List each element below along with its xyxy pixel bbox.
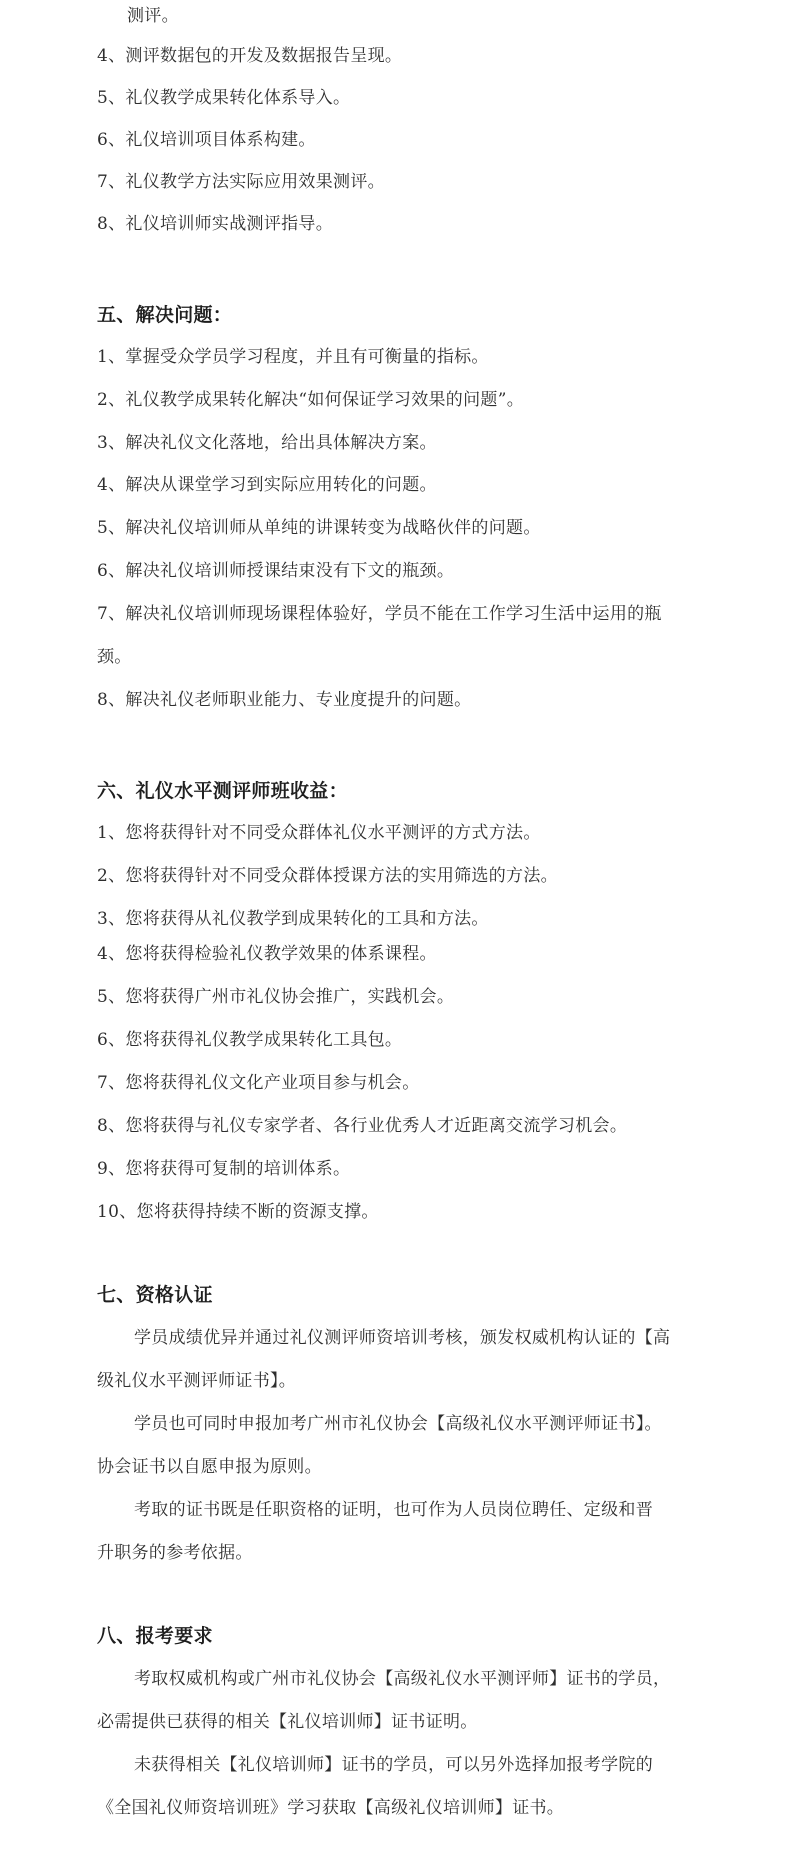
list-item: 9、您将获得可复制的培训体系。 [97,1159,351,1179]
section-heading: 七、资格认证 [97,1284,213,1306]
list-item: 7、您将获得礼仪文化产业项目参与机会。 [97,1073,420,1093]
list-item: 2、您将获得针对不同受众群体授课方法的实用筛选的方法。 [97,866,558,886]
paragraph-line: 《全国礼仪师资培训班》学习获取【高级礼仪培训师】证书。 [97,1798,565,1818]
list-item: 1、掌握受众学员学习程度，并且有可衡量的指标。 [97,347,489,367]
section-heading: 六、礼仪水平测评师班收益： [97,780,348,802]
list-item: 3、解决礼仪文化落地，给出具体解决方案。 [97,433,437,453]
list-item: 7、礼仪教学方法实际应用效果测评。 [97,172,385,192]
list-item: 4、解决从课堂学习到实际应用转化的问题。 [97,475,437,495]
paragraph-line: 必需提供已获得的相关【礼仪培训师】证书证明。 [97,1712,478,1732]
paragraph-line: 级礼仪水平测评师证书】。 [97,1371,297,1391]
paragraph-line: 学员也可同时申报加考广州市礼仪协会【高级礼仪水平测评师证书】。 [134,1414,662,1434]
list-item: 5、礼仪教学成果转化体系导入。 [97,88,351,108]
paragraph-line: 升职务的参考依据。 [97,1543,253,1563]
section-heading: 八、报考要求 [97,1625,213,1647]
paragraph-line: 考取权威机构或广州市礼仪协会【高级礼仪水平测评师】证书的学员， [134,1669,671,1689]
list-item: 5、解决礼仪培训师从单纯的讲课转变为战略伙伴的问题。 [97,518,541,538]
paragraph-line: 协会证书以自愿申报为原则。 [97,1457,322,1477]
list-item: 4、测评数据包的开发及数据报告呈现。 [97,46,403,66]
list-item: 8、解决礼仪老师职业能力、专业度提升的问题。 [97,690,472,710]
paragraph-line: 未获得相关【礼仪培训师】证书的学员，可以另外选择加报考学院的 [134,1755,653,1775]
list-item: 3、您将获得从礼仪教学到成果转化的工具和方法。 [97,909,489,929]
list-item: 6、解决礼仪培训师授课结束没有下文的瓶颈。 [97,561,455,581]
list-item: 8、礼仪培训师实战测评指导。 [97,214,334,234]
list-item: 7、解决礼仪培训师现场课程体验好，学员不能在工作学习生活中运用的瓶 [97,604,662,624]
paragraph-line: 学员成绩优异并通过礼仪测评师资培训考核，颁发权威机构认证的【高 [134,1328,671,1348]
list-item-continuation: 测评。 [127,6,179,26]
list-item: 6、您将获得礼仪教学成果转化工具包。 [97,1030,403,1050]
list-item: 4、您将获得检验礼仪教学效果的体系课程。 [97,944,437,964]
section-heading: 五、解决问题： [97,304,233,326]
list-item: 5、您将获得广州市礼仪协会推广，实践机会。 [97,987,455,1007]
list-item: 8、您将获得与礼仪专家学者、各行业优秀人才近距离交流学习机会。 [97,1116,628,1136]
list-item-continuation: 颈。 [97,647,132,667]
paragraph-line: 考取的证书既是任职资格的证明，也可作为人员岗位聘任、定级和晋 [134,1500,653,1520]
list-item: 6、礼仪培训项目体系构建。 [97,130,316,150]
list-item: 1、您将获得针对不同受众群体礼仪水平测评的方式方法。 [97,823,541,843]
list-item: 2、礼仪教学成果转化解决“如何保证学习效果的问题”。 [97,390,524,410]
list-item: 10、您将获得持续不断的资源支撑。 [97,1202,379,1222]
